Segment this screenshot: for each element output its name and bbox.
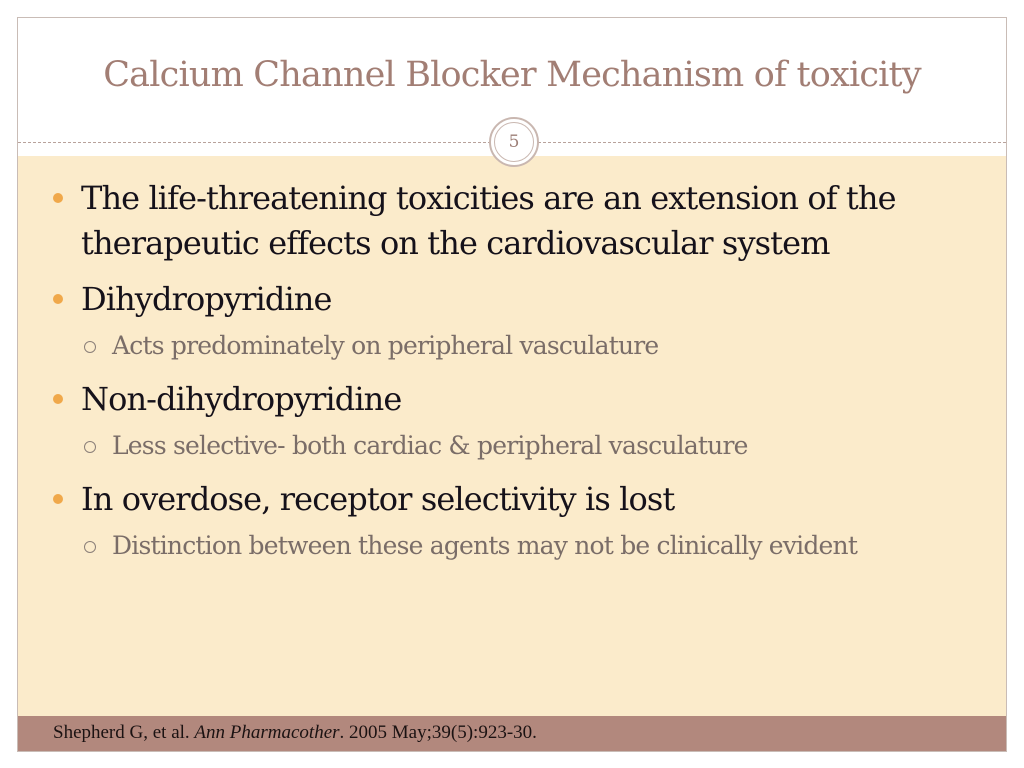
bullet-text: Non-dihydropyridine: [81, 380, 402, 418]
footer-bar: [18, 716, 1006, 751]
sub-bullet-text: Less selective- both cardiac & peripheral vasculature: [112, 431, 748, 460]
sub-bullet-text: Acts predominately on peripheral vasculature: [112, 331, 659, 360]
sub-bullet-text: Distinction between these agents may not be clinically evident: [112, 531, 858, 560]
bullet-text: In overdose, receptor selectivity is lost: [81, 480, 675, 518]
bullet-text: The life-threatening toxicities are an extension of the: [81, 179, 896, 217]
bullet-text: Dihydropyridine: [81, 280, 332, 318]
slide: [17, 17, 1007, 752]
sub-bullet-ring-icon: [84, 341, 96, 353]
content-area: [18, 156, 1006, 716]
bullet-dot-icon: [53, 494, 63, 504]
citation-journal: Ann Pharmacother: [194, 722, 340, 743]
citation-details: . 2005 May;39(5):923-30.: [339, 722, 537, 743]
bullet-dot-icon: [53, 394, 63, 404]
sub-bullet-ring-icon: [84, 441, 96, 453]
citation: [53, 722, 537, 744]
bullet-dot-icon: [53, 294, 63, 304]
slide-number-badge: [489, 117, 539, 167]
bullet-text-continued: therapeutic effects on the cardiovascular system: [81, 224, 830, 262]
bullet-dot-icon: [53, 193, 63, 203]
slide-number: 5: [494, 122, 534, 162]
slide-title: Calcium Channel Blocker Mechanism of toxicity: [103, 55, 921, 95]
citation-authors: Shepherd G, et al.: [53, 722, 190, 743]
sub-bullet-ring-icon: [84, 541, 96, 553]
